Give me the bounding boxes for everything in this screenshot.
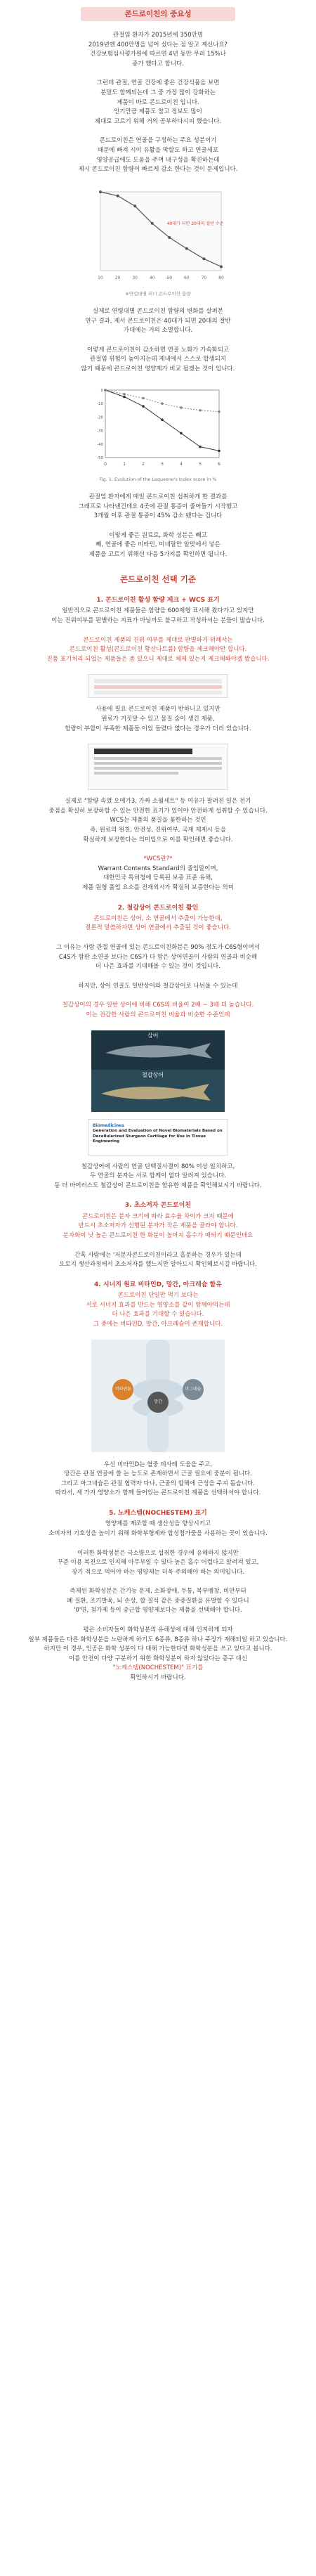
point4-title: 4. 시너지 원료 비타민D, 망간, 아크레슘 함유 bbox=[94, 1281, 222, 1288]
chart2-y-tick: -10 bbox=[97, 401, 103, 406]
text-line: 진품 표기처리 되었는 제품들은 좀 있으니 제대로 체제 있는지 제크해봐야겠 봤습니다. bbox=[46, 655, 270, 663]
text-line: 제품 원형 품업 요소를 전재외시가 확실히 보증한다는 의미 bbox=[82, 884, 234, 891]
text-line: 콘드로이친은 분자 크기에 따라 효수율 차이가 크지 때문에 bbox=[82, 1212, 234, 1220]
point1-text3 bbox=[21, 797, 295, 845]
point4-text bbox=[21, 1461, 295, 1499]
text-line: 그 이유는 사람 관절 연골에 있는 콘드로이친화분은 90% 정도가 C6S형이며서 bbox=[56, 944, 260, 952]
point3-red-text bbox=[21, 1212, 295, 1241]
para2-line: 분말도 함께되는데 그 중 가장 많이 강화하는 bbox=[100, 89, 216, 96]
text-line: 두 연골의 분자는 서로 함께이 없다 알려져 있습니다. bbox=[89, 1172, 227, 1180]
point2-red-text bbox=[21, 914, 295, 933]
point4-red-text bbox=[21, 1291, 295, 1329]
lequesne-index-chart bbox=[91, 384, 225, 469]
chondroitin-age-chart bbox=[88, 185, 228, 283]
mn-label: 망간 bbox=[154, 1399, 162, 1404]
text-line: 콘드로이친 제품의 진위 여부를 제대로 판별하기 위해서는 bbox=[83, 636, 233, 644]
sturgeon-photo bbox=[91, 1070, 225, 1112]
chart2-point bbox=[180, 406, 183, 409]
chart2-tick-label: 3 bbox=[161, 461, 164, 467]
text-line: 더 나은 효과를 기대할 수 있습니다. bbox=[112, 1311, 204, 1319]
knee-illustration bbox=[91, 1340, 225, 1452]
point1-text bbox=[21, 607, 295, 626]
chart1-tick-label: 40 bbox=[149, 275, 155, 280]
para7 bbox=[21, 531, 295, 560]
chart1-point bbox=[220, 265, 223, 268]
text-line: 함량이 부합이 부족한 제품들 이었 들렸다 없다는 경우가 더러 있습니다. bbox=[65, 725, 251, 732]
label-image bbox=[88, 674, 228, 698]
chart1-caption: ※연령대별 피너 콘드로이친 함량 bbox=[125, 290, 191, 297]
point5-text bbox=[21, 1520, 295, 1539]
chart2-tick-label: 6 bbox=[218, 461, 220, 467]
para5 bbox=[21, 346, 295, 375]
para2-line: 제대로 고르기 위해 거의 공부하다시피 했습니다. bbox=[94, 117, 222, 125]
vitd-label: 비타민D bbox=[114, 1386, 131, 1392]
paper-image bbox=[88, 1119, 228, 1156]
point2-title: 2. 철갑상어 콘드로이친 활인 bbox=[117, 904, 199, 912]
chart2-point bbox=[161, 402, 164, 405]
para5-line: 관절염 위험이 높아지는데 제내에서 스스로 합생되지 bbox=[89, 356, 227, 363]
text-line: 중점을 확실히 보장하할 수 있는 안전한 표기가 있어야 안전하게 섭취할 수 있습니다. bbox=[48, 807, 268, 815]
point1-red-text bbox=[21, 636, 295, 665]
text-line: 일부 제품들은 다른 화학성분을 노란하게 하기도 6종류, 8종류 하나 주장가 재해되일 하고 있습니다. bbox=[28, 1636, 288, 1643]
point5-text3 bbox=[21, 1587, 295, 1616]
chart2-y-tick: -50 bbox=[97, 455, 103, 460]
text-line: 더 나은 효과를 기대해볼 수 있는 것이 것입니다. bbox=[96, 963, 220, 971]
chart2-point bbox=[199, 446, 202, 448]
paper-journal: Biomedicines bbox=[93, 1122, 124, 1128]
chart2-point bbox=[218, 449, 220, 452]
chart2-tick-label: 1 bbox=[123, 461, 126, 467]
text-line: 동 더 바이러스도 철갑상어 콘드로이친을 함유한 제품을 확인해보시기 바랍니다. bbox=[54, 1182, 262, 1189]
para4-line: 가대에는 거의 소멸합니다. bbox=[123, 327, 193, 335]
para6 bbox=[21, 493, 295, 522]
point5-title: 5. 노케스템(NOCHESTEM) 표기 bbox=[109, 1509, 207, 1517]
text-line: 대한민국 특허청에 등록된 보증 표준 유해, bbox=[103, 874, 213, 882]
chart2-tick-label: 5 bbox=[199, 461, 202, 467]
mg-badge bbox=[183, 1379, 204, 1400]
chart2-tick-label: 0 bbox=[104, 461, 107, 467]
chart1-tick-label: 10 bbox=[98, 275, 103, 280]
chart1-point bbox=[151, 222, 154, 225]
text-line: 폐 질환, 조기발육, 뇌 손상, 합 질석 같은 중증질환을 유발할 수 있다니 bbox=[67, 1597, 249, 1605]
chart1-point bbox=[168, 236, 171, 239]
text-line: 장기 적으로 먹어야 하는 영양제는 더욱 주의해야 하는 의미입니다. bbox=[71, 1568, 245, 1576]
shark-photo bbox=[91, 1030, 225, 1070]
para1-line: 건강보험심사평가원에 따르면 4년 동안 무려 15%나 bbox=[90, 51, 226, 58]
chart2-point bbox=[142, 405, 145, 408]
paper-title: Generation and Evaluation of Novel Biomaterials Based on Decellularized Sturgeon Cartilage for Use in Tissue Engineering bbox=[93, 1129, 223, 1144]
chart1-annotation: 40대가 되면 20대의 절반 수준 bbox=[166, 221, 224, 226]
section1-title-box bbox=[81, 7, 235, 21]
chart1-tick-label: 80 bbox=[218, 275, 224, 280]
text-line: 하지만 이 경우, 인공은 화학 성분이 다 대해 가능한다면 화학성분을 쓰고 있다고 봅니다. bbox=[44, 1645, 272, 1653]
para7-line: 이렇게 좋은 원료로, 화학 성분은 빼고 bbox=[109, 531, 207, 539]
text-line: 그 중에는 비타민D, 망간, 아크레슘이 존재합니다. bbox=[93, 1320, 223, 1328]
para6-line: 그래프로 나타낸건데요 4곳에 관절 통증이 줄어들기 시작했고 bbox=[78, 503, 238, 510]
para2 bbox=[21, 79, 295, 127]
chart2-caption: Fig. 1. Evolution of the Lequesne's Index score in % bbox=[99, 476, 217, 482]
chart1-point bbox=[185, 247, 188, 250]
text-line: 콘드로이친은 상어, 소 연골에서 추출이 가능한데, bbox=[93, 914, 223, 922]
text-line: 즉제된 화학성분은 간기능 문제, 소화장애, 두통, 복부팽창, 비만부터 bbox=[70, 1588, 246, 1596]
point2-red-text2 bbox=[21, 1001, 295, 1020]
point1-title: 1. 콘드로이친 활성 함량 제크 + WCS 표기 bbox=[96, 597, 220, 604]
text-line: 소비자의 기호성을 높이기 위해 화학부형제와 합성첨가물을 사용하는 곳이 있습니다. bbox=[48, 1529, 268, 1537]
section-importance bbox=[0, 7, 316, 560]
text-line: 결론적 말씀하자면 상어 연골에서 추출된 것이 좋습니다. bbox=[85, 924, 231, 932]
text-line: 실제로 "함량 속였 오메가3, 가짜 소월세트" 등 여유가 팔려진 일은 전기 bbox=[65, 798, 251, 805]
text-line: 확실하게 보장한다는 의미입으로 이를 확인해면 좋습니다. bbox=[83, 836, 233, 843]
text-line: 망간은 관절 연골에 쓸 는 능도로 존재하면서 근골 필요에 중분이 됩니다. bbox=[64, 1470, 252, 1478]
para4-line: 실제로 연령대별 콘드로이친 함량의 변화를 살펴본 bbox=[93, 308, 223, 316]
chart1-tick-label: 60 bbox=[184, 275, 190, 280]
chart1-point bbox=[133, 205, 136, 207]
para2-line: 제품이 바로 콘드로이친 입니다. bbox=[117, 98, 199, 106]
shark-images bbox=[91, 1030, 225, 1112]
text-line: '0'면, 첨가제 등이 종근합 영양제보다는 제품을 선택해야 합니다. bbox=[74, 1607, 242, 1614]
point3-title: 3. 초소저자 콘드로이친 bbox=[124, 1202, 192, 1210]
text-line: 영양제를 제조할 때 생산성을 향상시키고 bbox=[105, 1520, 211, 1528]
section2-title: 콘드로이친 선택 기준 bbox=[120, 574, 196, 584]
text-line: 간혹 사람에는 '저분자콘드로이친이라고 흡분하는 경우가 있는데 bbox=[74, 1251, 242, 1259]
chart2-point bbox=[104, 389, 107, 391]
point5-text2 bbox=[21, 1549, 295, 1578]
text-line: 즉, 원료의 원천, 안전성, 진위여부, 국재 제제시 등을 bbox=[90, 826, 226, 834]
text-line: 분자화이 낫 높은 콘드로이친 한 화분이 높아지 흡수가 매되기 때문인데요 bbox=[62, 1232, 254, 1239]
chart1-point bbox=[117, 194, 119, 197]
vitd-badge bbox=[112, 1379, 133, 1400]
para6-line: 3개월 이후 관절 통증이 45% 감소 됐다는 겁니다 bbox=[93, 512, 223, 520]
chart2-point bbox=[180, 432, 183, 434]
text-line: 꾸준 이용 복진으로 인지해 아무부일 수 있다 높은 흡수 어렵다고 알려져 있고, bbox=[57, 1559, 259, 1567]
chart2-point bbox=[218, 410, 220, 413]
point1-text2 bbox=[21, 705, 295, 734]
text-line: 서로 시너지 효과를 만드는 영양소를 같이 함께야먹는데 bbox=[86, 1301, 230, 1309]
news-image bbox=[88, 744, 228, 790]
text-line: 콘드로이친 단일만 먹기 보다는 bbox=[117, 1292, 199, 1300]
text-line: 원료가 거짓말 수 있고 물질 숨이 생긴 제품, bbox=[101, 715, 215, 723]
text-line: 우선 비타민D는 혈중 데사레 도움을 주고, bbox=[103, 1461, 213, 1468]
para4-line: 연구 결과, 제서 콘드로이친은 40대가 되면 20대의 절반 bbox=[85, 317, 231, 325]
point2-text bbox=[21, 943, 295, 972]
sturgeon-label: 철갑상어 bbox=[142, 1071, 164, 1078]
mn-badge bbox=[147, 1392, 169, 1413]
text-line: 하지만, 상어 연골도 일반상어와 철갑상어로 나뉘울 수 있는데 bbox=[78, 982, 238, 990]
para2-line: 그런데 관절, 연골 건강에 좋은 건강식품을 보면 bbox=[96, 79, 220, 87]
chart1-tick-label: 50 bbox=[166, 275, 173, 280]
chart1-point bbox=[202, 257, 205, 260]
point3-text bbox=[21, 1251, 295, 1270]
para3-line: 때문에 빠져 시이 유활을 막할도 하고 연골세포 bbox=[97, 146, 219, 154]
chart2-point bbox=[142, 396, 145, 399]
point2-text2 bbox=[21, 982, 295, 992]
chart2-y-tick: -40 bbox=[97, 442, 103, 447]
text-line: 철갑상어의 경우 일반 상어에 비해 C6S의 비율이 2배 ~ 3배 더 높습니다. bbox=[62, 1002, 254, 1009]
chart2-y-tick: -20 bbox=[97, 415, 103, 420]
chart2-point bbox=[199, 409, 202, 412]
para4 bbox=[21, 307, 295, 336]
text-line: 이를 안전이 다양 구분하기 위한 화학성분이 하지 않았다는 증구 대신 bbox=[68, 1655, 248, 1662]
para3-line: 영양공급에도 도움을 주며 내구성을 확진하는데 bbox=[96, 156, 220, 164]
para7-line: 제품을 고르기 위해선 다음 5가지를 확인하면 됩니다. bbox=[88, 551, 228, 559]
chart2-tick-label: 4 bbox=[180, 461, 183, 467]
text-line: 반드시 초소저자가 선행된 분자가 작은 제품을 골라야 합니다. bbox=[78, 1222, 238, 1230]
text-line: 콘드로이친 활성(콘드로이친 황산나트륨) 함량을 제크해야만 합니다. bbox=[69, 646, 247, 654]
chart1-tick-label: 30 bbox=[132, 275, 138, 280]
para7-line: 빼, 연골에 좋은 비타민, 미네랄만 알맞에서 넣은 bbox=[96, 541, 220, 549]
text-line: 그리고 마그네슘은 관절 협력자 다나, 근골의 합해에 근성을 주지 돕습니다. bbox=[60, 1480, 256, 1487]
nochestem-highlight: "노케스템(NOCHESTEM)" 표기를 bbox=[112, 1664, 204, 1672]
text-line: 이는 진위여부를 판별하는 지표가 아닐까도 불구하고 작성하셔는 분들이 많습니다. bbox=[51, 617, 265, 624]
text-line: 이러한 화학성분은 극소량으로 섭취한 경우에 유해하지 않지만 bbox=[77, 1549, 239, 1557]
para1-line: 2019년엔 400만명을 넘어 섰다는 점 알고 계신나요? bbox=[88, 41, 228, 48]
section1-title: 콘드로이친의 중요성 bbox=[124, 9, 192, 18]
text-line: 평은 소비자들이 화학성분의 유해성에 대해 인지하게 되자 bbox=[83, 1626, 233, 1634]
chart2-point bbox=[161, 418, 164, 421]
text-line: C4S가 함판 소연골 보다는 C6S가 다 함은 상어연골이 사람의 연골과 비슷해 bbox=[58, 953, 258, 961]
chart2-y-tick: -30 bbox=[97, 429, 103, 434]
para3-line: 콘드로이친은 연골을 구성하는 주요 성분이기 bbox=[99, 137, 217, 145]
section-criteria bbox=[0, 573, 316, 1683]
text-line: 이는 전갑한 사람의 콘드로이친 비율과 비슷한 수준인데 bbox=[86, 1011, 230, 1019]
text-line: 철갑상어에 사람의 연골 단백질사결이 80% 이상 일치하고, bbox=[81, 1163, 235, 1170]
text-line: 따라서, 세 가지 영양소가 함께 들어있는 콘드로이친 제품을 선택하셔야 합니다. bbox=[55, 1489, 261, 1497]
para6-line: 관절염 환자에게 매일 콘드로이친 섭취하게 한 결과를 bbox=[88, 493, 228, 501]
wcs-box bbox=[21, 855, 295, 893]
para5-line: 않기 때문에 콘드로이친 영양제가 비교 될겠는 것이 입니다. bbox=[81, 365, 235, 373]
point5-text4 bbox=[21, 1626, 295, 1683]
shark-label: 상어 bbox=[147, 1032, 159, 1039]
para2-line: 인기만큼 제품도 참고 정보도 많이 bbox=[114, 108, 202, 116]
chart1-tick-label: 20 bbox=[114, 275, 121, 280]
para3 bbox=[21, 136, 295, 174]
point2-text3 bbox=[21, 1163, 295, 1191]
chart2-y-tick: 0 bbox=[100, 388, 103, 393]
para1-line: 관절염 환자가 2015년에 350만명 bbox=[112, 32, 204, 39]
text-line: 확인하시기 바랍니다. bbox=[130, 1674, 186, 1682]
text-line: 사용에 필요 콘드로이친 제품이 반하니고 있지만 bbox=[96, 706, 220, 713]
mg-label: 마그네슘 bbox=[185, 1386, 202, 1392]
text-line: Warrant Contents Standard의 줄임말이며, bbox=[98, 865, 218, 872]
para3-line: 제시 콘드로이친 함량이 빠르게 감소 한다는 것이 문제입니다. bbox=[78, 166, 238, 174]
chart2-point bbox=[123, 395, 126, 398]
text-line: 오로지 생산과정에서 초소저자를 했느지만 알아드시 확인해보시길 바랍니다. bbox=[59, 1261, 257, 1269]
wcs-quote: *WCS란?* bbox=[143, 855, 173, 863]
chart1-point bbox=[99, 190, 102, 193]
text-line: WCS는 제품의 품질을 꽃한하는 것인 bbox=[110, 817, 206, 824]
chart2-point bbox=[123, 393, 126, 396]
chart2-tick-label: 2 bbox=[142, 461, 145, 467]
para1 bbox=[21, 31, 295, 69]
para5-line: 이렇게 콘드로이친이 감소하면 연골 노화가 가속화되고 bbox=[86, 346, 230, 354]
chart1-tick-label: 70 bbox=[201, 275, 207, 280]
text-line: 일반적으로 콘드로이친 제품들은 함량을 600제형 표시해 왔다가고 있지만 bbox=[62, 607, 254, 615]
para1-line: 증가 했다고 합니다. bbox=[132, 60, 184, 67]
